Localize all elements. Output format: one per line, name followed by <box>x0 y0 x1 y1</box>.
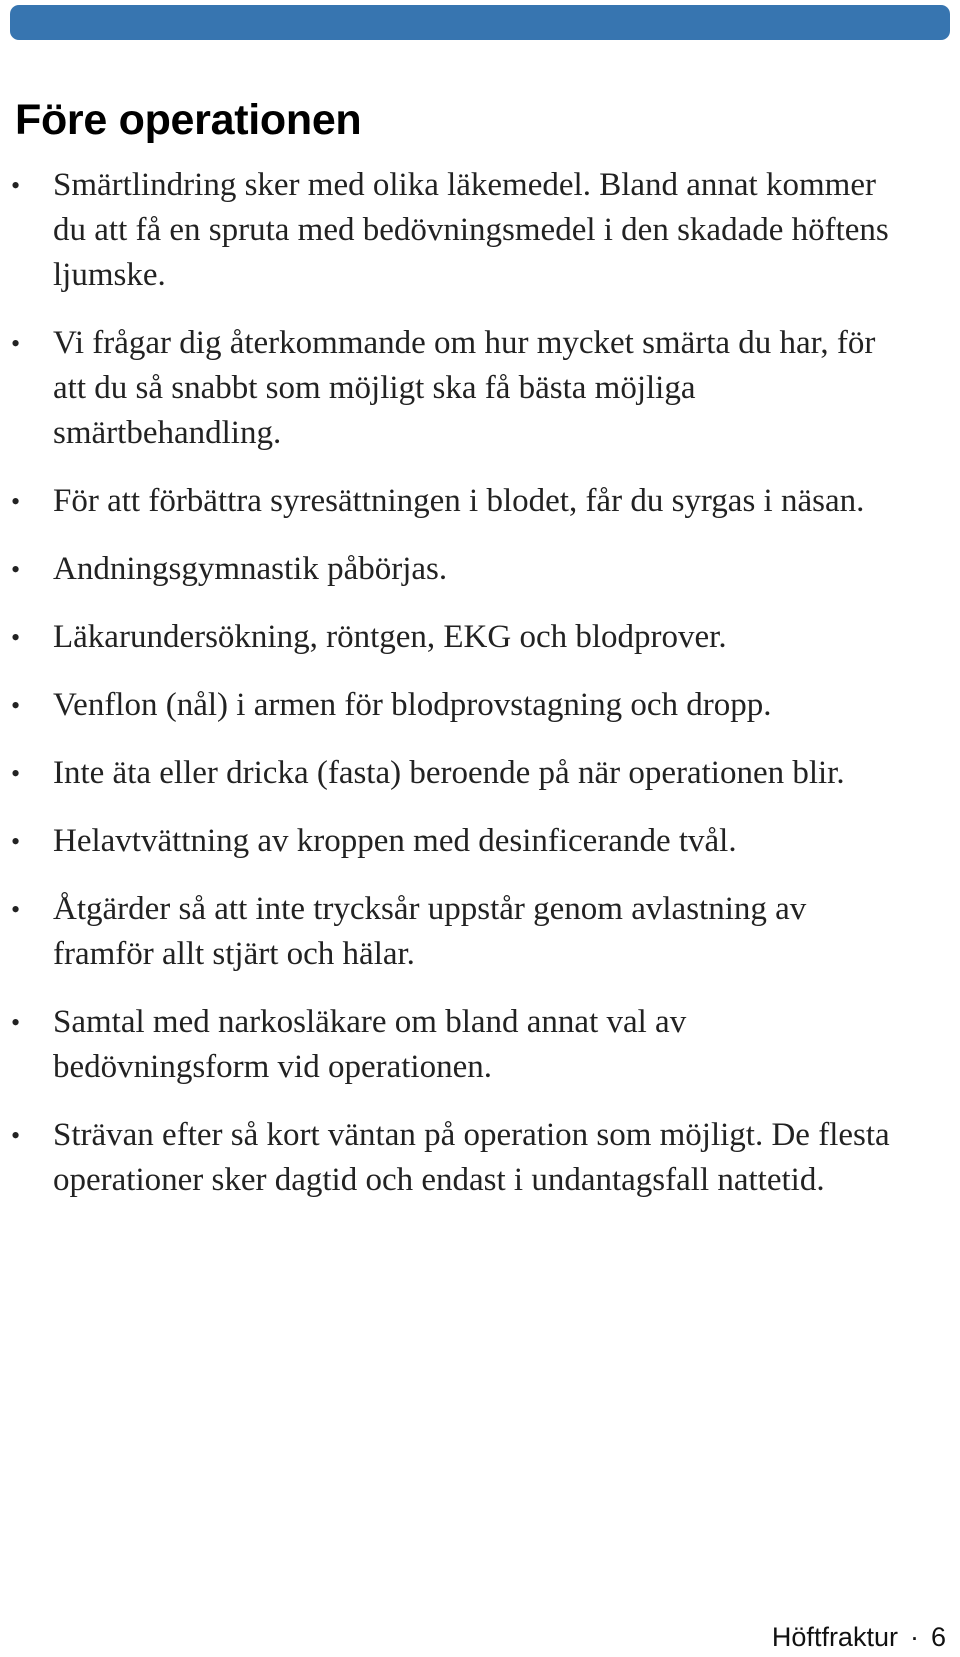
bullet-text: För att förbättra syresättningen i blodet, får du syrgas i näsan. <box>53 483 865 519</box>
bullet-item <box>0 163 960 298</box>
header-bar <box>10 5 950 40</box>
bullet-text: Andningsgymnastik påbörjas. <box>53 551 448 587</box>
bullet-dot-icon: • <box>11 827 21 856</box>
bullet-item <box>0 615 960 660</box>
bullet-dot-icon: • <box>11 1008 21 1037</box>
bullet-text: Smärtlindring sker med olika läkemedel. Bland annat kommer du att få en spruta med bedövningsmedel i den skadade höftens ljumske. <box>53 167 889 293</box>
bullet-item <box>0 1000 960 1090</box>
bullet-dot-icon: • <box>11 759 21 788</box>
bullet-text: Vi frågar dig återkommande om hur mycket smärta du har, för att du så snabbt som möjligt ska få bästa möjliga smärtbehandling. <box>53 325 876 451</box>
bullet-item <box>0 547 960 592</box>
bullet-text: Åtgärder så att inte trycksår uppstår genom avlastning av framför allt stjärt och hälar. <box>53 891 807 972</box>
bullet-item <box>0 479 960 524</box>
page-footer <box>772 1622 946 1653</box>
bullet-dot-icon: • <box>11 487 21 516</box>
bullet-dot-icon: • <box>11 895 21 924</box>
bullet-list <box>0 163 960 1226</box>
bullet-dot-icon: • <box>11 555 21 584</box>
page-heading: Före operationen <box>15 96 362 144</box>
footer-separator: · <box>909 1622 919 1652</box>
bullet-text: Läkarundersökning, röntgen, EKG och blodprover. <box>53 619 727 655</box>
bullet-item <box>0 683 960 728</box>
bullet-text: Strävan efter så kort väntan på operation som möjligt. De flesta operationer sker dagtid och endast i undantagsfall nattetid. <box>53 1117 890 1198</box>
bullet-item <box>0 751 960 796</box>
bullet-item <box>0 321 960 456</box>
bullet-item <box>0 887 960 977</box>
bullet-text: Samtal med narkosläkare om bland annat val av bedövningsform vid operationen. <box>53 1004 687 1085</box>
bullet-dot-icon: • <box>11 691 21 720</box>
bullet-dot-icon: • <box>11 329 21 358</box>
bullet-dot-icon: • <box>11 171 21 200</box>
bullet-text: Inte äta eller dricka (fasta) beroende på när operationen blir. <box>53 755 845 791</box>
page-number: 6 <box>930 1622 946 1652</box>
bullet-text: Helavtvättning av kroppen med desinficerande tvål. <box>53 823 737 859</box>
bullet-dot-icon: • <box>11 623 21 652</box>
bullet-dot-icon: • <box>11 1121 21 1150</box>
bullet-item <box>0 819 960 864</box>
bullet-item <box>0 1113 960 1203</box>
footer-label: Höftfraktur <box>771 1622 898 1652</box>
bullet-text: Venflon (nål) i armen för blodprovstagning och dropp. <box>53 687 772 723</box>
